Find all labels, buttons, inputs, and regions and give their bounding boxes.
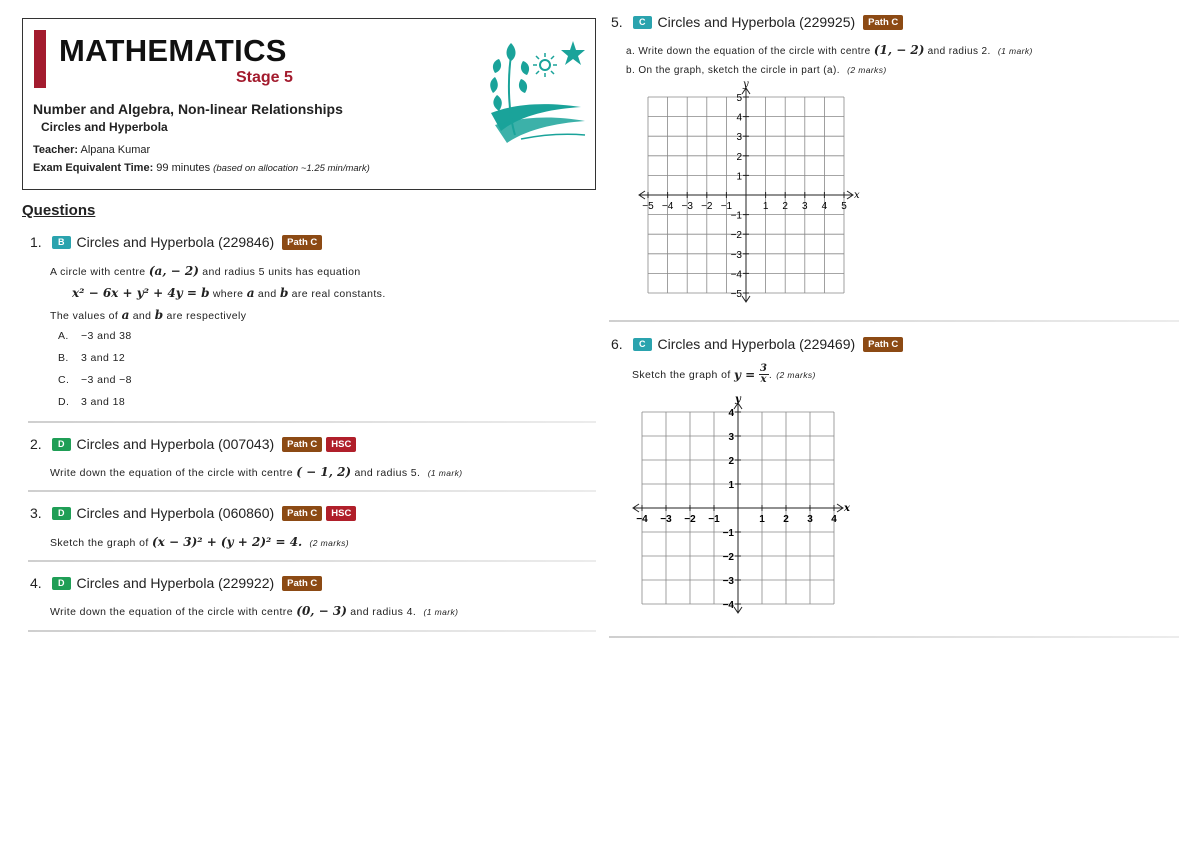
- divider: [28, 490, 596, 492]
- x-tick-label: −3: [681, 201, 693, 212]
- difficulty-badge: C: [633, 338, 652, 351]
- path-badge: Path C: [863, 15, 903, 30]
- question-3-stem: Sketch the graph of (x − 3)² + (y + 2)² = 4. (2 marks): [50, 535, 350, 549]
- y-tick-label: −2: [730, 230, 742, 242]
- difficulty-badge: B: [52, 236, 71, 249]
- question-2-title: 2. D Circles and Hyperbola (007043) Path C HSC: [30, 436, 356, 452]
- x-tick-label: 1: [762, 201, 769, 212]
- question-5-title: 5. C Circles and Hyperbola (229925) Path C: [611, 14, 903, 30]
- divider: [609, 636, 1179, 638]
- hsc-badge: HSC: [326, 506, 356, 521]
- sun-icon: [540, 60, 550, 70]
- x-axis-label: x: [844, 503, 850, 514]
- y-tick-label: −1: [722, 528, 734, 539]
- y-tick-label: 1: [728, 480, 734, 491]
- topic-title: Circles and Hyperbola: [41, 120, 168, 134]
- x-tick-label: 2: [782, 201, 788, 212]
- exam-time-line: Exam Equivalent Time: 99 minutes (based on allocation ~1.25 min/mark): [33, 162, 370, 174]
- y-tick-label: 3: [736, 132, 742, 144]
- y-tick-label: −1: [730, 210, 742, 222]
- x-tick-label: 4: [821, 201, 828, 212]
- option-b[interactable]: B. 3 and 12: [58, 352, 126, 364]
- x-axis-label: x: [854, 190, 860, 201]
- strand-title: Number and Algebra, Non-linear Relationships: [33, 101, 343, 117]
- fraction: $\frac{3}{x}$: [760, 363, 768, 385]
- y-tick-label: 2: [728, 456, 734, 467]
- option-a[interactable]: A. −3 and 38: [58, 330, 132, 342]
- y-tick-label: −3: [722, 576, 734, 587]
- question-6-stem: Sketch the graph of y = $\frac{3}{x}$ . (2 marks): [632, 363, 816, 385]
- y-tick-label: 2: [736, 151, 742, 163]
- path-badge: Path C: [282, 437, 322, 452]
- document-header: [22, 18, 596, 190]
- x-tick-label: 2: [783, 514, 789, 525]
- y-tick-label: −4: [730, 269, 742, 281]
- y-tick-label: 4: [728, 408, 734, 419]
- nesa-logo-icon: [481, 35, 593, 151]
- x-tick-label: −2: [701, 201, 713, 212]
- divider: [28, 560, 596, 562]
- question-4-title: 4. D Circles and Hyperbola (229922) Path C: [30, 575, 322, 591]
- difficulty-badge: D: [52, 507, 71, 520]
- y-tick-label: 4: [736, 112, 742, 124]
- question-5-part-b: b. On the graph, sketch the circle in part (a). (2 marks): [626, 65, 887, 76]
- path-badge: Path C: [282, 576, 322, 591]
- y-axis-label: y: [743, 79, 749, 90]
- path-badge: Path C: [282, 506, 322, 521]
- question-1-equation: x² − 6x + y² + 4y = b where a and b are real constants.: [72, 286, 386, 300]
- y-tick-label: −3: [730, 249, 742, 261]
- question-6-grid[interactable]: [628, 390, 858, 620]
- question-2-stem: Write down the equation of the circle with centre ( − 1, 2) and radius 5. (1 mark): [50, 465, 463, 479]
- question-4-stem: Write down the equation of the circle with centre (0, − 3) and radius 4. (1 mark): [50, 604, 459, 618]
- option-c[interactable]: C. −3 and −8: [58, 374, 132, 386]
- x-tick-label: −4: [661, 201, 674, 212]
- question-1-prompt: The values of a and b are respectively: [50, 308, 247, 322]
- star-icon: [561, 41, 585, 65]
- questions-heading: Questions: [22, 202, 96, 219]
- x-tick-label: −1: [708, 514, 720, 525]
- question-3-title: 3. D Circles and Hyperbola (060860) Path C HSC: [30, 505, 356, 521]
- x-tick-label: −5: [642, 201, 654, 212]
- y-tick-label: 1: [736, 171, 742, 183]
- difficulty-badge: C: [633, 16, 652, 29]
- teacher-line: Teacher: Alpana Kumar: [33, 144, 151, 156]
- y-axis-label: y: [735, 394, 741, 405]
- y-tick-label: −5: [730, 289, 742, 300]
- y-tick-label: 5: [736, 93, 742, 104]
- x-tick-label: −3: [660, 514, 672, 525]
- path-badge: Path C: [863, 337, 903, 352]
- subject-title: MATHEMATICS: [59, 33, 287, 68]
- x-tick-label: 1: [759, 514, 765, 525]
- question-6-title: 6. C Circles and Hyperbola (229469) Path C: [611, 336, 903, 352]
- brand-bar: [34, 30, 46, 88]
- x-tick-label: −4: [636, 514, 648, 525]
- x-tick-label: 3: [807, 514, 813, 525]
- question-5-part-a: a. Write down the equation of the circle with centre (1, − 2) and radius 2. (1 mark): [626, 43, 1033, 57]
- x-tick-label: −1: [720, 201, 733, 212]
- x-tick-label: 3: [802, 201, 808, 212]
- divider: [28, 421, 596, 423]
- question-5-grid[interactable]: [640, 79, 860, 300]
- divider: [28, 630, 596, 632]
- y-tick-label: 3: [728, 432, 734, 443]
- x-tick-label: −2: [684, 514, 696, 525]
- path-badge: Path C: [282, 235, 322, 250]
- question-1-title: 1. B Circles and Hyperbola (229846) Path C: [30, 234, 322, 250]
- option-d[interactable]: D. 3 and 18: [58, 396, 126, 408]
- x-tick-label: 4: [831, 514, 837, 525]
- stage-label: Stage 5: [236, 69, 293, 86]
- divider: [609, 320, 1179, 322]
- hsc-badge: HSC: [326, 437, 356, 452]
- difficulty-badge: D: [52, 438, 71, 451]
- difficulty-badge: D: [52, 577, 71, 590]
- question-1-stem: A circle with centre (a, − 2) and radius 5 units has equation: [50, 264, 361, 278]
- y-tick-label: −2: [722, 552, 734, 563]
- x-tick-label: 5: [841, 201, 847, 212]
- y-tick-label: −4: [722, 600, 734, 611]
